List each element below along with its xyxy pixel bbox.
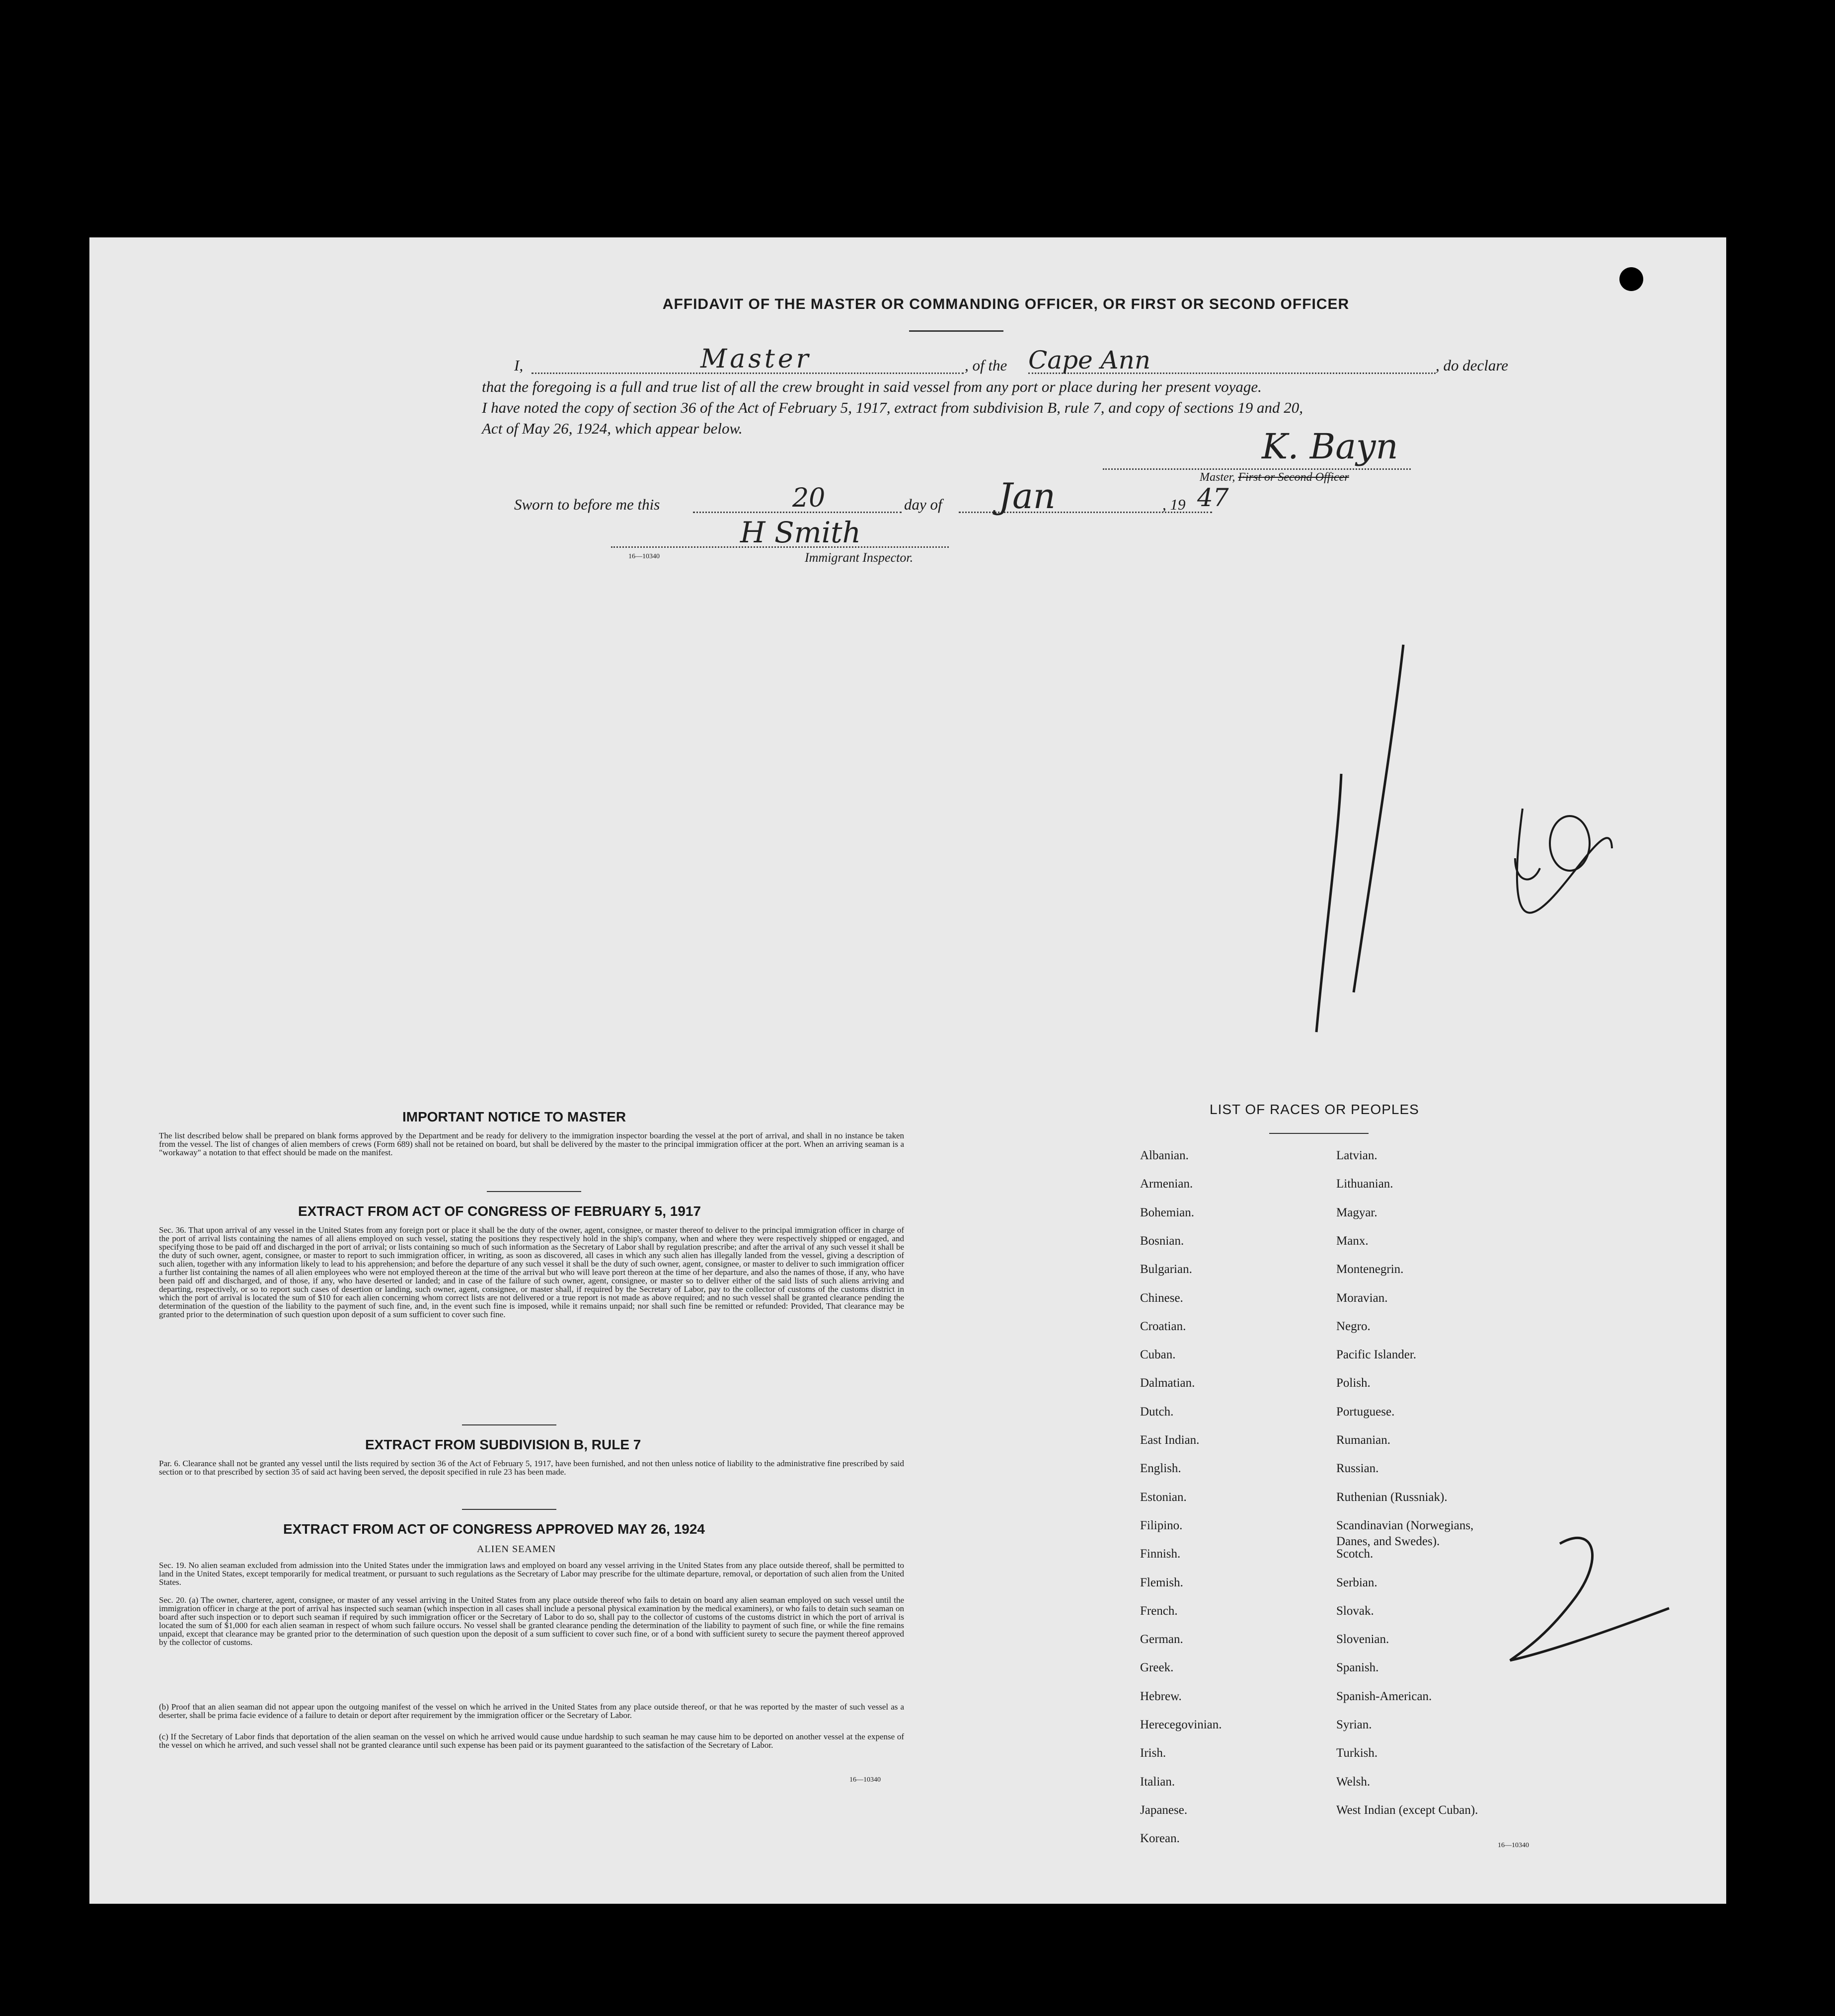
extract3-section20c: (c) If the Secretary of Labor finds that deportation of the alien seaman on the vessel on which he arrived would cause undue hardship to such seaman he may cause him to be deported on another vessel at the expense of the vessel on which he arrived, and such vessel shall not be granted clearance until such expense has been paid or its payment guaranteed to the satisfaction of the Secretary of Labor. (159, 1732, 904, 1750)
race-item: Ruthenian (Russniak). (1336, 1490, 1448, 1504)
day-of-label: day of (904, 496, 942, 513)
races-form-number: 16—10340 (1498, 1842, 1529, 1849)
race-item: Scandinavian (Norwegians, (1336, 1518, 1474, 1532)
race-item: Bulgarian. (1140, 1263, 1192, 1276)
race-item: Russian. (1336, 1462, 1379, 1476)
race-item: Croatian. (1140, 1319, 1186, 1333)
race-item: Estonian. (1140, 1490, 1187, 1504)
inspector-label: Immigrant Inspector. (805, 550, 914, 565)
sworn-year: 47 (1197, 483, 1229, 512)
page-number-2-stroke (1510, 1538, 1669, 1660)
extract2-text: Par. 6. Clearance shall not be granted any vessel until the lists required by section 36 of the Act of February 5, 1917, have been furnished, and not then unless notice of liability to the administrative fine prescribed by said section or to that prescribed by section 35 of said act having been served, the deposit specified in rule 23 has been made. (159, 1459, 904, 1477)
affidavit-line2: that the foregoing is a full and true list of all the crew brought in said vessel from any port or place during her present voyage. (482, 378, 1262, 395)
race-item: Cuban. (1140, 1348, 1176, 1362)
race-item: Magyar. (1336, 1205, 1377, 1219)
punch-hole (1750, 378, 1773, 402)
punch-hole (1738, 275, 1761, 299)
notice-form-number: 16—10340 (849, 1776, 881, 1784)
race-item: Flemish. (1140, 1575, 1183, 1589)
slash-stroke-right (1354, 645, 1403, 992)
race-item: Serbian. (1336, 1575, 1377, 1589)
handwritten-2-stroke (1515, 809, 1612, 913)
year-prefix: , 19 (1162, 496, 1186, 513)
race-item: Turkish. (1336, 1746, 1378, 1760)
race-item: French. (1140, 1604, 1178, 1618)
race-item: Spanish-American. (1336, 1689, 1432, 1703)
race-item: Montenegrin. (1336, 1263, 1404, 1276)
race-item: Negro. (1336, 1319, 1371, 1333)
races-title: LIST OF RACES OR PEOPLES (1210, 1102, 1419, 1117)
extract3-section19: Sec. 19. No alien seaman excluded from admission into the United States under the immigration laws and employed on board any vessel arriving in the United States from any place outside thereof, shall be permitted to land in the United States, except temporarily for medical treatment, or pursuant to such regulations as the Secretary of Labor may prescribe for the ultimate departure, removal, or deportation of such alien from the United States. (159, 1561, 904, 1587)
extract3-section20b: (b) Proof that an alien seaman did not appear upon the outgoing manifest of the vessel on which he arrived in the United States from any place outside thereof, or that he was reported by the master of such vessel as a deserter, shall be prima facie evidence of a failure to detain or deport after requirement by the immigration officer or the Secretary of Labor. (159, 1702, 904, 1720)
race-item: Finnish. (1140, 1547, 1181, 1561)
sworn-day: 20 (792, 483, 826, 513)
race-item: Danes, and Swedes). (1336, 1534, 1440, 1548)
race-item: German. (1140, 1633, 1183, 1646)
sworn-prefix: Sworn to before me this (514, 496, 660, 513)
punch-hole (1750, 1594, 1773, 1618)
extract2-title: EXTRACT FROM SUBDIVISION B, RULE 7 (365, 1437, 641, 1452)
master-label: Master, First or Second Officer (1200, 471, 1349, 484)
race-item: Scotch. (1336, 1547, 1374, 1561)
slash-stroke-left (1316, 774, 1341, 1032)
race-item: Japanese. (1140, 1803, 1188, 1817)
punch-hole (1750, 464, 1773, 488)
notice-title: IMPORTANT NOTICE TO MASTER (402, 1109, 626, 1124)
race-item: Spanish. (1336, 1661, 1379, 1675)
race-item: Rumanian. (1336, 1433, 1391, 1447)
race-item: Dalmatian. (1140, 1376, 1195, 1390)
race-item: Herecegovinian. (1140, 1718, 1222, 1731)
punch-hole (1750, 710, 1773, 734)
punch-hole (1750, 1676, 1773, 1700)
race-item: Slovenian. (1336, 1633, 1389, 1646)
race-item: East Indian. (1140, 1433, 1200, 1447)
race-item: Irish. (1140, 1746, 1166, 1760)
extract1-text: Sec. 36. That upon arrival of any vessel in the United States from any foreign port or place it shall be the duty of the owner, agent, consignee, or master thereof to deliver to the principal immigration officer in charge of the port of arrival lists containing the names of all aliens employed on such vessel, stating the positions they respectively hold in the ship's company, when and where they were respectively shipped or engaged, and specifying those to be paid off and discharged in the port of arrival; or lists containing so much of such information as the Secretary of Labor shall by regulation prescribe; and after the arrival of any such vessel it shall be the duty of such owner, agent, consignee, or master to report to such immigration officer, in writing, as soon as discovered, all cases in which any such alien has illegally landed from the vessel, giving a description of such alien, together with any information likely to lead to his apprehension; and before the departure of any such vessel it shall be the duty of such owner, agent, consignee, or master to deliver to such immigration officer a further list containing the names of all alien employees who were not employed thereon at the time of the arrival but who will leave port thereon at the time of her departure, and also the names of those, if any, who have been paid off and discharged, and of those, if any, who have deserted or landed; and in case of the failure of such owner, agent, consignee, or master so to deliver either of the said lists of such aliens arriving and departing, respectively, or so to report such cases of desertion or landing, such owner, agent, consignee, or master shall, if required by the Secretary of Labor, pay to the collector of customs of the customs district in which the port of arrival is located the sum of $10 for each alien concerning whom correct lists are not delivered or a true report is not made as above required; and no such vessel shall be granted clearance pending the determination of the question of the liability to the payment of such fine, and, in the event such fine is imposed, while it remains unpaid; nor shall such fine be remitted or refunded: Provided, That clearance may be granted prior to the determination of such question upon deposit of a sum sufficient to cover such fine. (159, 1225, 904, 1319)
of-the-label: , of the (965, 357, 1007, 374)
race-item: Hebrew. (1140, 1689, 1182, 1703)
extract3-section20a: Sec. 20. (a) The owner, charterer, agent, consignee, or master of any vessel arriving in the United States from any place outside thereof who fails to detain on board any alien seaman employed on such vessel until the immigration officer in charge at the port of arrival has inspected such seaman (which inspection in all cases shall include a personal physical examination by the medical examiners), or who fails to detain such seaman on board after such inspection or to deport such seaman if required by such immigration officer or the Secretary of Labor to do so, shall pay to the collector of customs of the customs district in which the port of arrival is located the sum of $1,000 for each alien seaman in respect of whom such failure occurs. No vessel shall be granted clearance pending the determination of the liability to payment of such fine, or while the fine remains unpaid, except that clearance may be granted prior to the determination of such question upon the deposit of a sum sufficient to cover such fine, or of a bond with sufficient surety to secure the payment thereof approved by the collector of customs. (159, 1595, 904, 1647)
race-item: English. (1140, 1462, 1181, 1476)
punch-hole (1750, 1267, 1773, 1290)
punch-hole (1750, 1348, 1773, 1372)
affidavit-line4: Act of May 26, 1924, which appear below. (482, 420, 743, 437)
affidavit-form-number: 16—10340 (628, 553, 660, 560)
vessel-handwritten: Cape Ann (1028, 346, 1151, 374)
race-item: Lithuanian. (1336, 1177, 1393, 1191)
extract3-subtitle: ALIEN SEAMEN (477, 1544, 556, 1555)
punch-hole (1619, 267, 1643, 291)
punch-hole (1750, 797, 1773, 821)
race-item: Latvian. (1336, 1149, 1377, 1162)
race-item: Bosnian. (1140, 1234, 1184, 1248)
punch-hole (1728, 436, 1752, 460)
race-item: Greek. (1140, 1661, 1174, 1675)
handwritten-marks (89, 237, 1726, 1904)
extract1-title: EXTRACT FROM ACT OF CONGRESS OF FEBRUARY 5, 1917 (298, 1203, 701, 1219)
race-item: Italian. (1140, 1775, 1175, 1789)
race-item: Filipino. (1140, 1518, 1183, 1532)
race-item: Manx. (1336, 1234, 1369, 1248)
race-item: Portuguese. (1336, 1405, 1395, 1419)
race-item: Dutch. (1140, 1405, 1174, 1419)
notice-text: The list described below shall be prepared on blank forms approved by the Department and be ready for delivery to the immigration inspector boarding the vessel at the port of arrival, and shall in no instance be taken from the vessel. The list of changes of alien members of crews (Form 689) shall not be retained on board, but shall be delivered by the master to the principal immigration officer at the port. When an arriving seaman is a "workaway" a notation to that effect should be made on the manifest. (159, 1131, 904, 1157)
race-item: Bohemian. (1140, 1205, 1195, 1219)
rank-handwritten: Master (700, 344, 812, 374)
master-signature: K. Bayn (1262, 426, 1398, 467)
race-item: Albanian. (1140, 1149, 1189, 1162)
declare-label: , do declare (1436, 357, 1509, 374)
extract3-title: EXTRACT FROM ACT OF CONGRESS APPROVED MAY 26, 1924 (283, 1521, 705, 1537)
race-item: Pacific Islander. (1336, 1348, 1417, 1362)
race-item: Polish. (1336, 1376, 1371, 1390)
form-sheet (89, 237, 1726, 1904)
race-item: Armenian. (1140, 1177, 1193, 1191)
sworn-month: Jan (998, 476, 1056, 517)
handwritten-0-stroke (1550, 816, 1590, 871)
affidavit-title: AFFIDAVIT OF THE MASTER OR COMMANDING OFFICER, OR FIRST OR SECOND OFFICER (662, 296, 1350, 312)
affidavit-line3: I have noted the copy of section 36 of the Act of February 5, 1917, extract from subdivision B, rule 7, and copy of sections 19 and 20, (482, 399, 1303, 416)
inspector-signature: H Smith (740, 516, 861, 549)
race-item: Chinese. (1140, 1291, 1183, 1305)
race-item: Slovak. (1336, 1604, 1374, 1618)
race-item: Welsh. (1336, 1775, 1371, 1789)
race-item: Korean. (1140, 1832, 1180, 1846)
race-item: Moravian. (1336, 1291, 1388, 1305)
race-item: Syrian. (1336, 1718, 1372, 1731)
affidavit-prefix: I, (514, 357, 524, 374)
race-item: West Indian (except Cuban). (1336, 1803, 1478, 1817)
